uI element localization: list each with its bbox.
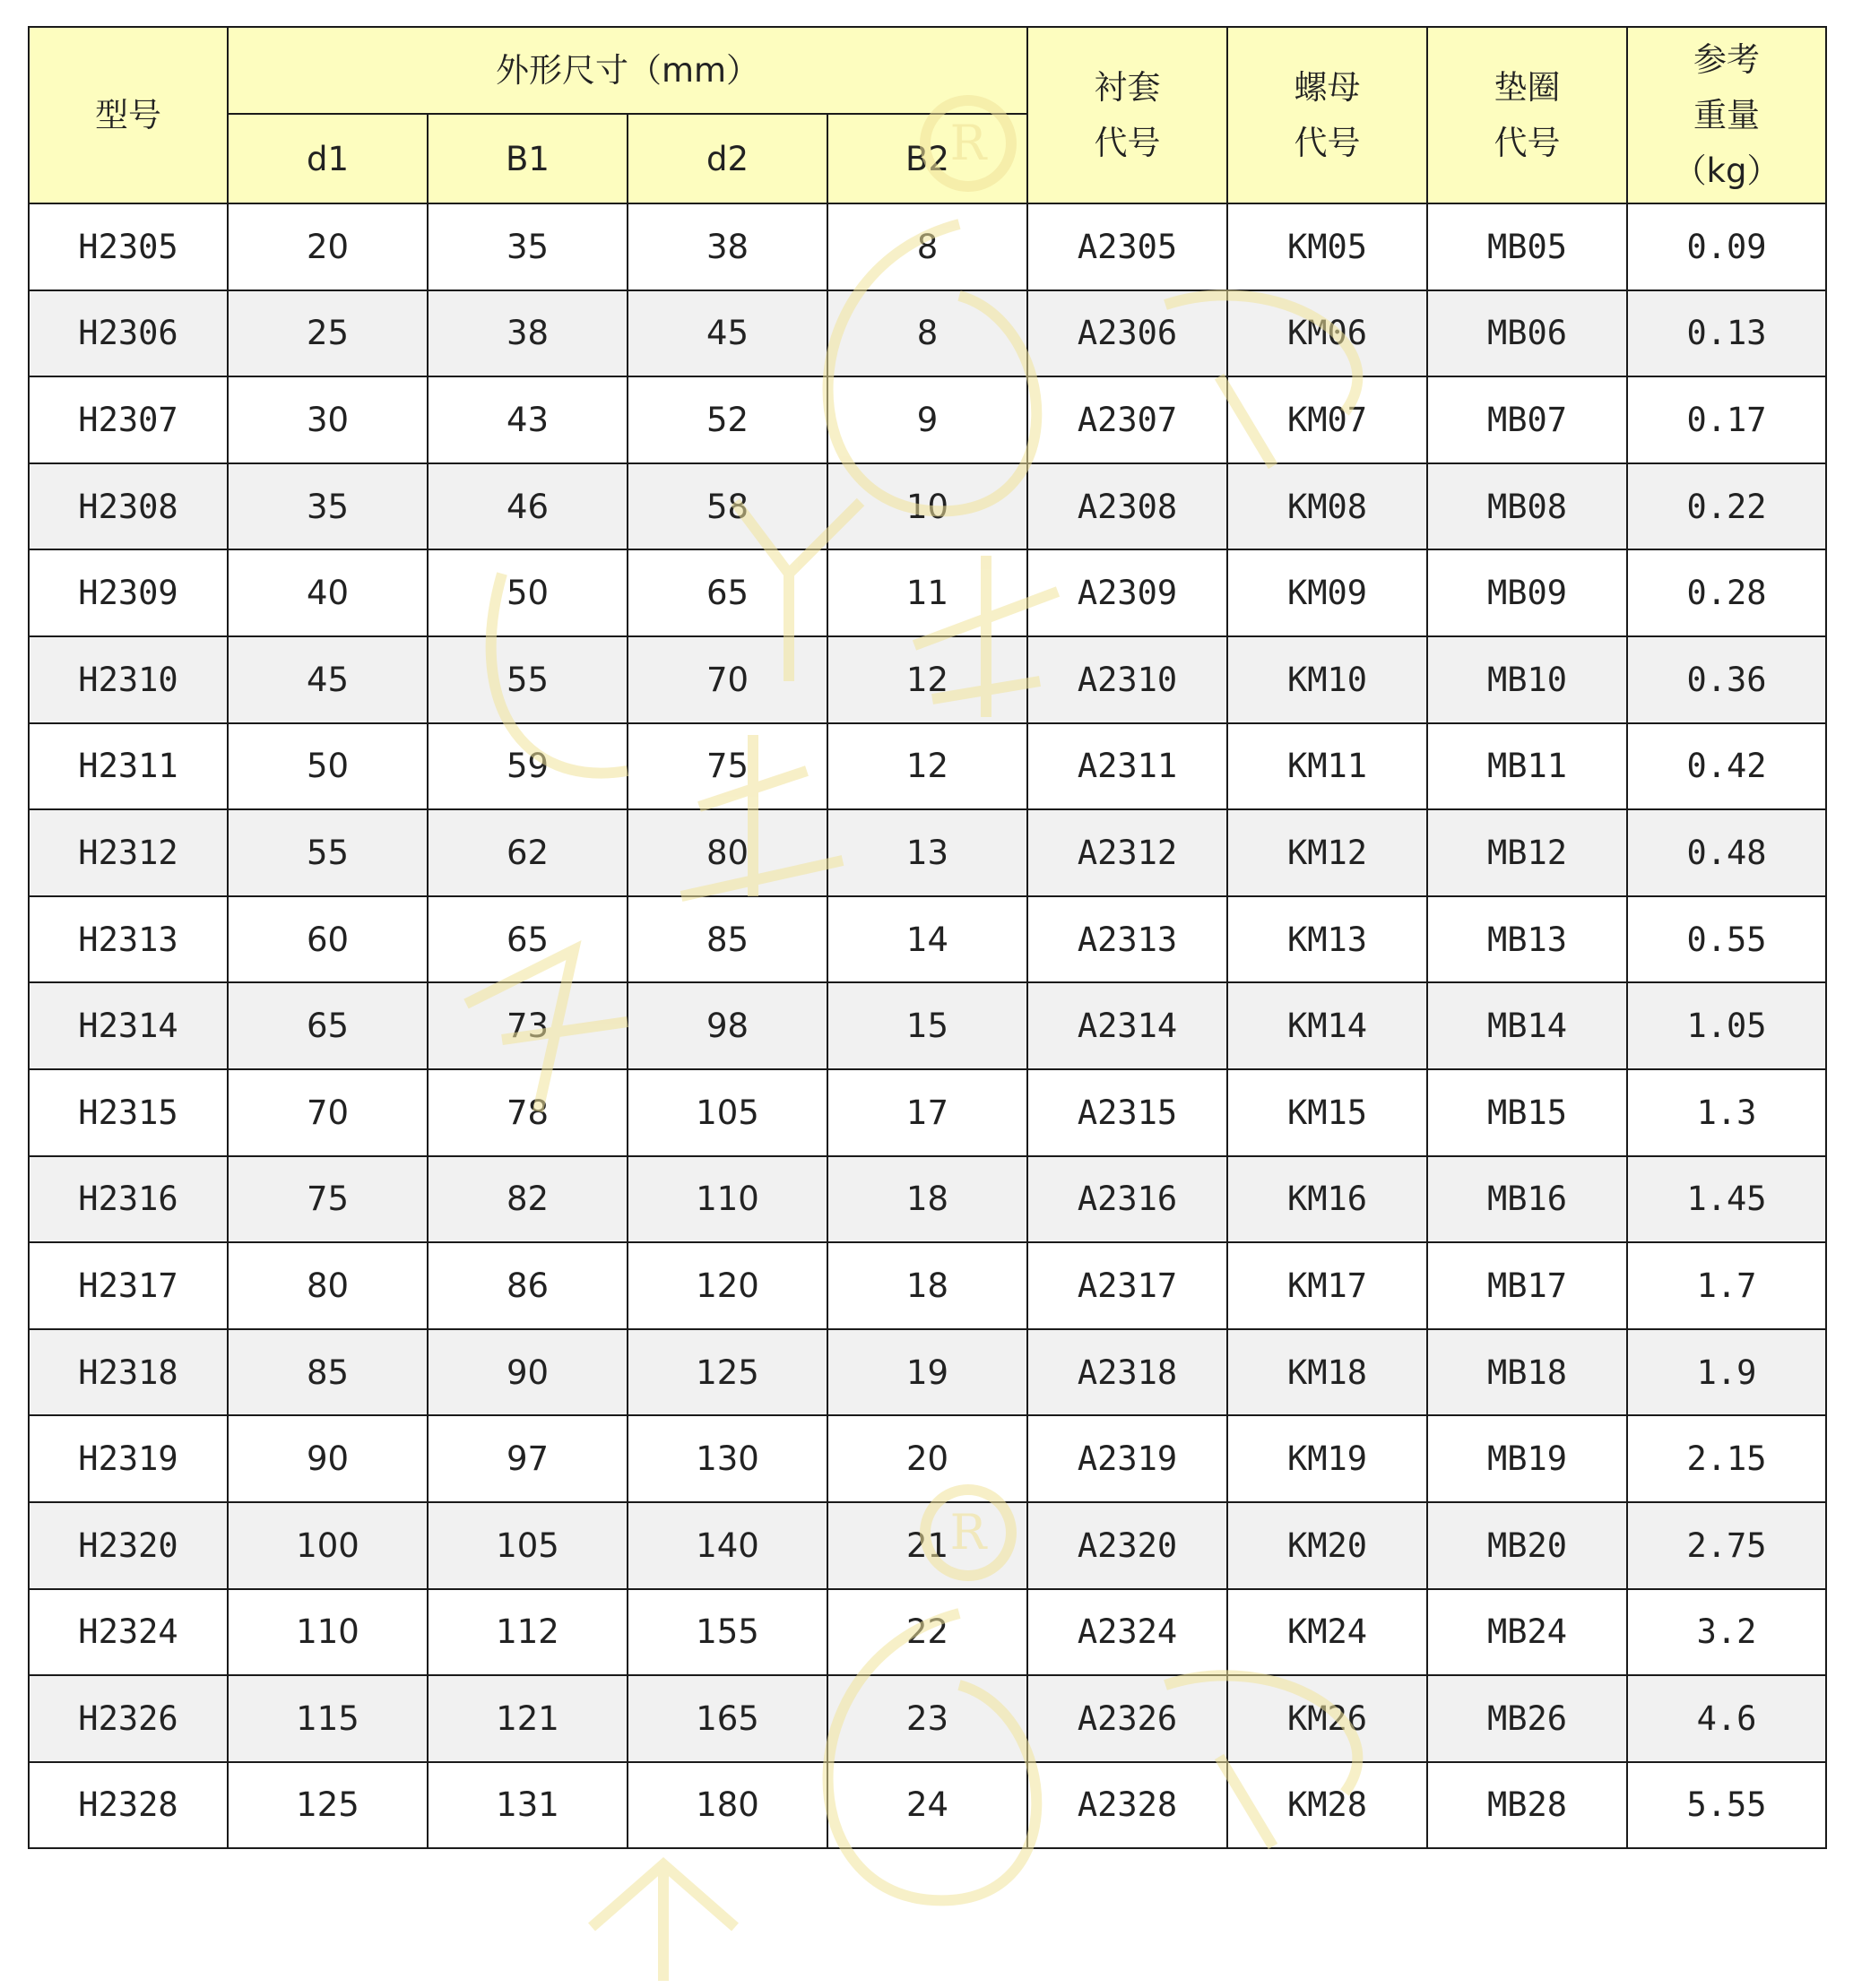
table-row [29,290,1826,377]
cell-b2: 23 [827,1675,1027,1762]
cell-d1: 75 [228,1156,428,1243]
cell-weight: 0.13 [1627,290,1826,377]
cell-nut-code: KM08 [1227,463,1427,550]
table-row [29,203,1826,290]
table-row [29,1502,1826,1589]
cell-model: H2319 [29,1415,228,1502]
cell-nut-code: KM15 [1227,1069,1427,1156]
cell-washer-code: MB06 [1427,290,1627,377]
cell-model: H2305 [29,203,228,290]
cell-d2: 120 [628,1242,827,1329]
cell-weight: 2.75 [1627,1502,1826,1589]
cell-b1: 82 [428,1156,628,1243]
header-weight [1627,27,1826,203]
cell-b1: 97 [428,1415,628,1502]
cell-model: H2308 [29,463,228,550]
cell-model: H2309 [29,549,228,636]
cell-d2: 130 [628,1415,827,1502]
table-row [29,1589,1826,1676]
table-row [29,463,1826,550]
cell-nut-code: KM18 [1227,1329,1427,1416]
table-row [29,809,1826,896]
table-row [29,549,1826,636]
cell-sleeve-code: A2311 [1027,723,1227,810]
cell-b2: 13 [827,809,1027,896]
cell-b1: 35 [428,203,628,290]
cell-sleeve-code: A2312 [1027,809,1227,896]
cell-b2: 17 [827,1069,1027,1156]
cell-b1: 73 [428,982,628,1069]
cell-washer-code: MB24 [1427,1589,1627,1676]
cell-washer-code: MB12 [1427,809,1627,896]
header-sleeve-line2: 代号 [1094,123,1161,162]
cell-washer-code: MB05 [1427,203,1627,290]
cell-nut-code: KM26 [1227,1675,1427,1762]
table-row [29,896,1826,983]
cell-weight: 1.45 [1627,1156,1826,1243]
cell-washer-code: MB07 [1427,376,1627,463]
cell-weight: 1.3 [1627,1069,1826,1156]
cell-washer-code: MB16 [1427,1156,1627,1243]
cell-b1: 131 [428,1762,628,1849]
table-row [29,376,1826,463]
cell-b1: 86 [428,1242,628,1329]
cell-washer-code: MB15 [1427,1069,1627,1156]
cell-d1: 55 [228,809,428,896]
cell-washer-code: MB28 [1427,1762,1627,1849]
table-row [29,1329,1826,1416]
cell-weight: 1.9 [1627,1329,1826,1416]
header-nut [1227,27,1427,203]
cell-sleeve-code: A2307 [1027,376,1227,463]
cell-b1: 90 [428,1329,628,1416]
cell-d1: 125 [228,1762,428,1849]
cell-sleeve-code: A2315 [1027,1069,1227,1156]
cell-model: H2316 [29,1156,228,1243]
cell-model: H2324 [29,1589,228,1676]
cell-model: H2310 [29,636,228,723]
cell-sleeve-code: A2324 [1027,1589,1227,1676]
cell-nut-code: KM14 [1227,982,1427,1069]
table-row [29,1762,1826,1849]
cell-model: H2328 [29,1762,228,1849]
header-d2: d2 [628,114,827,203]
cell-model: H2326 [29,1675,228,1762]
cell-d2: 38 [628,203,827,290]
cell-d1: 20 [228,203,428,290]
table-row [29,1415,1826,1502]
cell-d2: 52 [628,376,827,463]
cell-weight: 0.55 [1627,896,1826,983]
cell-d1: 50 [228,723,428,810]
cell-b2: 8 [827,203,1027,290]
cell-d1: 40 [228,549,428,636]
cell-nut-code: KM24 [1227,1589,1427,1676]
table-header [29,27,1826,203]
cell-nut-code: KM07 [1227,376,1427,463]
cell-washer-code: MB19 [1427,1415,1627,1502]
cell-b1: 65 [428,896,628,983]
cell-sleeve-code: A2308 [1027,463,1227,550]
cell-nut-code: KM09 [1227,549,1427,636]
cell-model: H2306 [29,290,228,377]
header-b1: B1 [428,114,628,203]
cell-d1: 110 [228,1589,428,1676]
cell-d1: 115 [228,1675,428,1762]
cell-d1: 30 [228,376,428,463]
cell-sleeve-code: A2313 [1027,896,1227,983]
header-b2: B2 [827,114,1027,203]
cell-nut-code: KM16 [1227,1156,1427,1243]
cell-sleeve-code: A2309 [1027,549,1227,636]
cell-weight: 1.7 [1627,1242,1826,1329]
cell-d1: 60 [228,896,428,983]
header-dimensions: 外形尺寸（mm） [228,27,1027,114]
cell-model: H2312 [29,809,228,896]
table-row [29,1242,1826,1329]
cell-b2: 18 [827,1156,1027,1243]
cell-d2: 140 [628,1502,827,1589]
cell-washer-code: MB20 [1427,1502,1627,1589]
cell-b2: 19 [827,1329,1027,1416]
header-d1: d1 [228,114,428,203]
cell-b2: 8 [827,290,1027,377]
cell-d2: 45 [628,290,827,377]
cell-d2: 165 [628,1675,827,1762]
cell-washer-code: MB14 [1427,982,1627,1069]
table-row [29,982,1826,1069]
cell-d1: 100 [228,1502,428,1589]
cell-d1: 90 [228,1415,428,1502]
cell-nut-code: KM28 [1227,1762,1427,1849]
cell-model: H2313 [29,896,228,983]
cell-sleeve-code: A2310 [1027,636,1227,723]
cell-d2: 180 [628,1762,827,1849]
cell-nut-code: KM17 [1227,1242,1427,1329]
header-nut-line2: 代号 [1294,123,1361,162]
table-row [29,1675,1826,1762]
cell-b1: 43 [428,376,628,463]
registered-mark-letter: R [949,115,987,171]
cell-d2: 65 [628,549,827,636]
cell-sleeve-code: A2319 [1027,1415,1227,1502]
header-sleeve-line1: 衬套 [1094,67,1161,107]
cell-washer-code: MB11 [1427,723,1627,810]
cell-sleeve-code: A2320 [1027,1502,1227,1589]
cell-b2: 20 [827,1415,1027,1502]
cell-d1: 85 [228,1329,428,1416]
cell-d1: 65 [228,982,428,1069]
cell-d2: 85 [628,896,827,983]
cell-sleeve-code: A2305 [1027,203,1227,290]
cell-b2: 24 [827,1762,1027,1849]
header-washer-line1: 垫圈 [1494,67,1561,107]
cell-weight: 1.05 [1627,982,1826,1069]
header-weight-line1: 参考 [1693,39,1761,79]
header-weight-line2: 重量 [1693,95,1761,134]
cell-weight: 0.36 [1627,636,1826,723]
cell-weight: 3.2 [1627,1589,1826,1676]
cell-b1: 50 [428,549,628,636]
cell-b1: 38 [428,290,628,377]
header-washer-line2: 代号 [1494,123,1561,162]
cell-weight: 0.48 [1627,809,1826,896]
cell-b1: 105 [428,1502,628,1589]
cell-weight: 4.6 [1627,1675,1826,1762]
header-model: 型号 [29,27,228,203]
cell-sleeve-code: A2306 [1027,290,1227,377]
cell-nut-code: KM19 [1227,1415,1427,1502]
cell-d2: 105 [628,1069,827,1156]
cell-b1: 59 [428,723,628,810]
cell-d1: 35 [228,463,428,550]
cell-nut-code: KM05 [1227,203,1427,290]
cell-b1: 112 [428,1589,628,1676]
cell-nut-code: KM11 [1227,723,1427,810]
header-nut-line1: 螺母 [1294,67,1361,107]
cell-sleeve-code: A2317 [1027,1242,1227,1329]
cell-nut-code: KM12 [1227,809,1427,896]
cell-sleeve-code: A2316 [1027,1156,1227,1243]
cell-d1: 80 [228,1242,428,1329]
cell-weight: 2.15 [1627,1415,1826,1502]
cell-nut-code: KM13 [1227,896,1427,983]
cell-d2: 80 [628,809,827,896]
cell-model: H2307 [29,376,228,463]
cell-d2: 125 [628,1329,827,1416]
header-weight-line3: （kg） [1673,151,1780,190]
cell-nut-code: KM06 [1227,290,1427,377]
watermark-swirl-path [592,1864,735,1981]
cell-b2: 11 [827,549,1027,636]
cell-d2: 155 [628,1589,827,1676]
table-row [29,1069,1826,1156]
cell-b2: 21 [827,1502,1027,1589]
cell-b1: 78 [428,1069,628,1156]
cell-d1: 45 [228,636,428,723]
cell-b1: 121 [428,1675,628,1762]
cell-d2: 58 [628,463,827,550]
cell-weight: 5.55 [1627,1762,1826,1849]
cell-b2: 18 [827,1242,1027,1329]
cell-sleeve-code: A2326 [1027,1675,1227,1762]
cell-model: H2311 [29,723,228,810]
cell-weight: 0.09 [1627,203,1826,290]
cell-model: H2314 [29,982,228,1069]
spec-table [28,26,1827,1849]
cell-nut-code: KM20 [1227,1502,1427,1589]
cell-b2: 12 [827,723,1027,810]
header-washer [1427,27,1627,203]
table-body [29,203,1826,1848]
cell-washer-code: MB17 [1427,1242,1627,1329]
cell-weight: 0.22 [1627,463,1826,550]
cell-nut-code: KM10 [1227,636,1427,723]
cell-b2: 9 [827,376,1027,463]
cell-d1: 70 [228,1069,428,1156]
cell-b2: 14 [827,896,1027,983]
cell-d2: 70 [628,636,827,723]
cell-b2: 12 [827,636,1027,723]
cell-washer-code: MB13 [1427,896,1627,983]
cell-d2: 75 [628,723,827,810]
cell-washer-code: MB18 [1427,1329,1627,1416]
table-row [29,723,1826,810]
cell-d2: 98 [628,982,827,1069]
cell-d2: 110 [628,1156,827,1243]
cell-weight: 0.17 [1627,376,1826,463]
cell-washer-code: MB09 [1427,549,1627,636]
table-row [29,636,1826,723]
cell-b2: 22 [827,1589,1027,1676]
cell-d1: 25 [228,290,428,377]
cell-b1: 55 [428,636,628,723]
cell-washer-code: MB10 [1427,636,1627,723]
registered-mark-letter: R [949,1504,987,1560]
cell-washer-code: MB08 [1427,463,1627,550]
cell-model: H2315 [29,1069,228,1156]
header-sleeve [1027,27,1227,203]
cell-sleeve-code: A2318 [1027,1329,1227,1416]
cell-washer-code: MB26 [1427,1675,1627,1762]
cell-weight: 0.42 [1627,723,1826,810]
cell-b1: 62 [428,809,628,896]
cell-sleeve-code: A2328 [1027,1762,1227,1849]
cell-model: H2318 [29,1329,228,1416]
table-row [29,1156,1826,1243]
cell-weight: 0.28 [1627,549,1826,636]
cell-b1: 46 [428,463,628,550]
cell-model: H2320 [29,1502,228,1589]
cell-sleeve-code: A2314 [1027,982,1227,1069]
cell-b2: 10 [827,463,1027,550]
cell-model: H2317 [29,1242,228,1329]
cell-b2: 15 [827,982,1027,1069]
